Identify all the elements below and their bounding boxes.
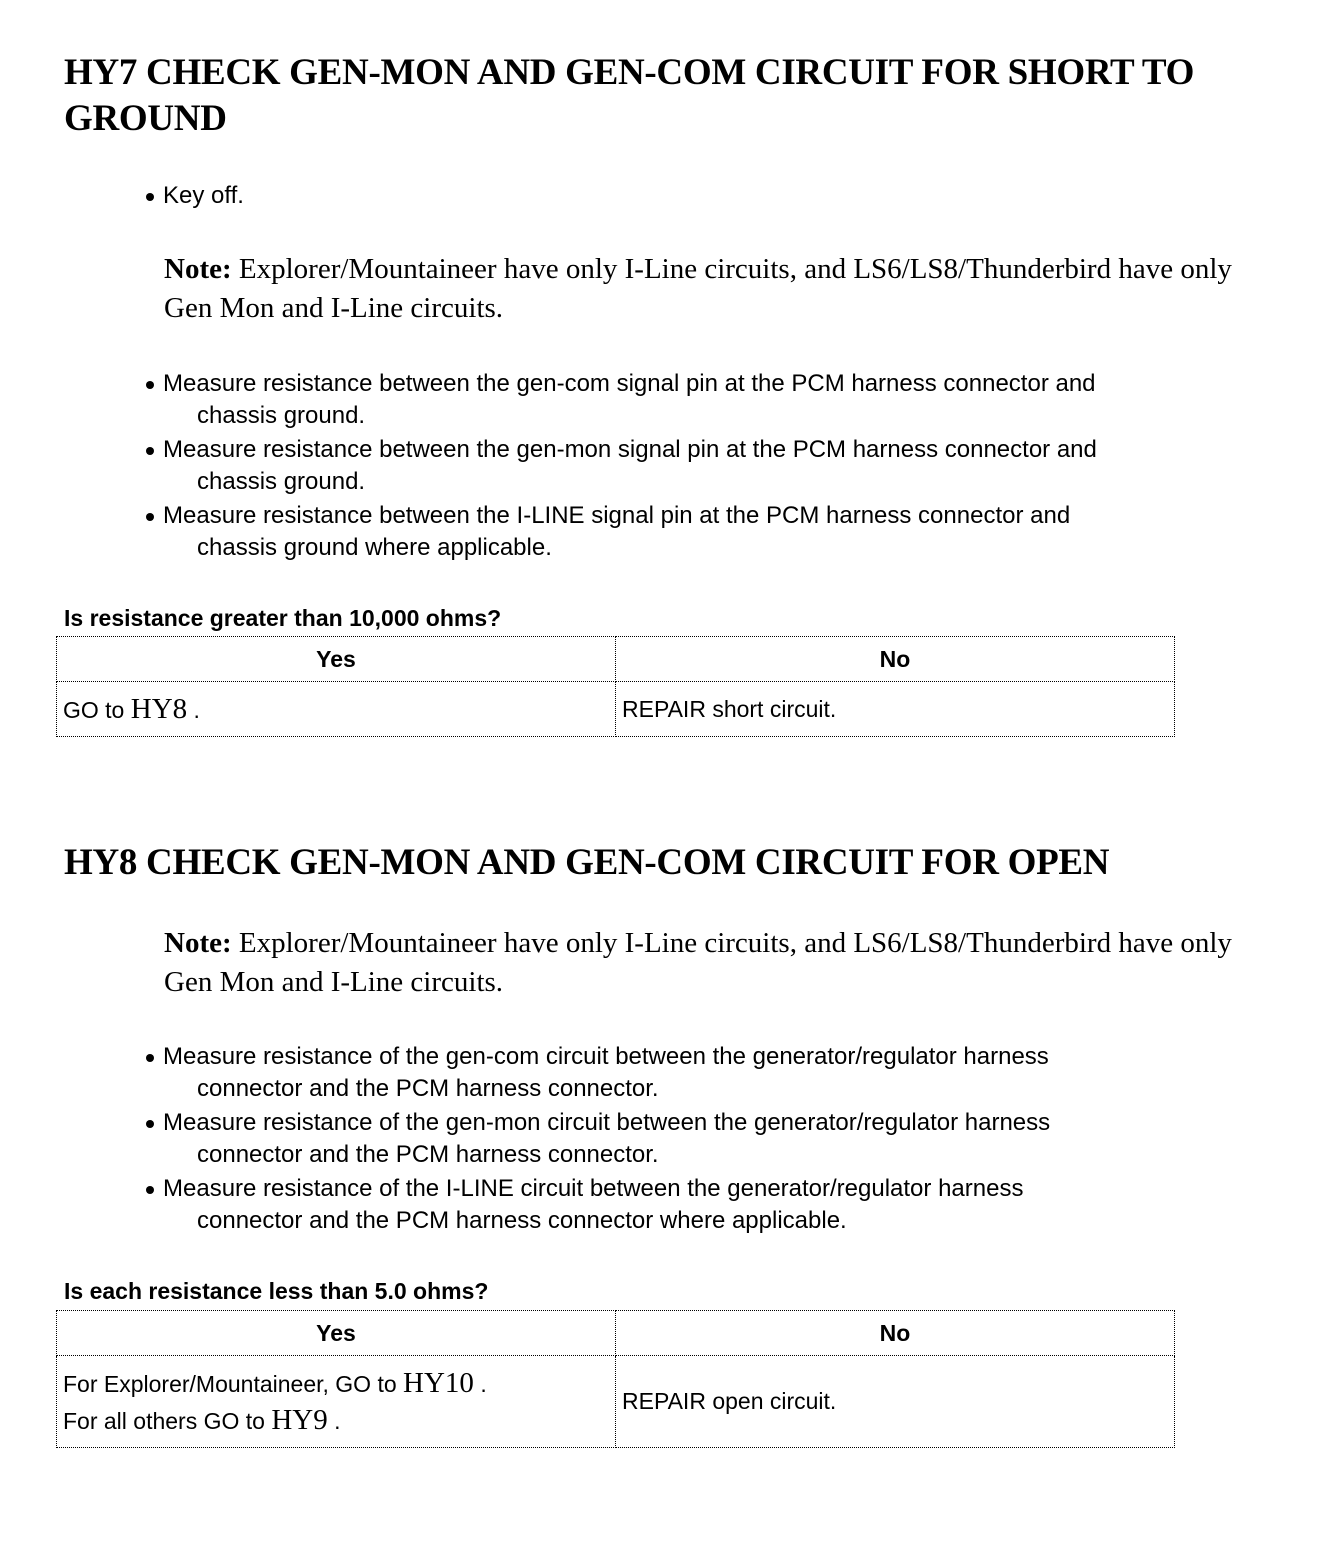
list-item: Measure resistance of the I-LINE circuit between the generator/regulator harness connector and the PCM harness connector where applicable. <box>146 1173 1256 1237</box>
bullet-icon <box>146 1054 154 1062</box>
yes-cell: For Explorer/Mountaineer, GO to HY10 . For all others GO to HY9 . <box>57 1356 616 1448</box>
list-item: Key off. <box>146 180 1256 212</box>
bullet-icon <box>146 1120 154 1128</box>
no-cell: REPAIR open circuit. <box>616 1356 1175 1448</box>
header-yes: Yes <box>57 637 616 682</box>
list-item: Measure resistance between the gen-com signal pin at the PCM harness connector and chassis ground. <box>146 368 1256 432</box>
decision-table-hy8 <box>56 1310 1175 1448</box>
section-heading-hy8: HY8 CHECK GEN-MON AND GEN-COM CIRCUIT FOR OPEN <box>64 842 1110 883</box>
note-text: Explorer/Mountaineer have only I-Line circuits, and LS6/LS8/Thunderbird have only Gen Mon and I-Line circuits. <box>164 927 1232 998</box>
list-item: Measure resistance of the gen-mon circuit between the generator/regulator harness connector and the PCM harness connector. <box>146 1107 1256 1171</box>
header-no: No <box>616 637 1175 682</box>
header-yes: Yes <box>57 1311 616 1356</box>
bullet-icon <box>146 1186 154 1194</box>
note-hy8 <box>164 924 1264 1002</box>
yes-cell: GO to HY8 . <box>57 682 616 737</box>
question-hy7: Is resistance greater than 10,000 ohms? <box>64 605 502 631</box>
no-cell: REPAIR short circuit. <box>616 682 1175 737</box>
note-label: Note: <box>164 927 232 959</box>
list-item: Measure resistance between the I-LINE signal pin at the PCM harness connector and chassis ground where applicable. <box>146 500 1256 564</box>
link-hy9[interactable]: HY9 <box>271 1403 328 1436</box>
bullet-icon <box>146 447 154 455</box>
note-label: Note: <box>164 253 232 285</box>
steps-list-hy7 <box>146 368 1256 564</box>
bullet-icon <box>146 193 154 201</box>
link-hy10[interactable]: HY10 <box>403 1366 474 1399</box>
pre-steps-list-hy7 <box>146 180 1256 212</box>
note-text: Explorer/Mountaineer have only I-Line circuits, and LS6/LS8/Thunderbird have only Gen Mon and I-Line circuits. <box>164 253 1232 324</box>
header-no: No <box>616 1311 1175 1356</box>
bullet-icon <box>146 381 154 389</box>
steps-list-hy8 <box>146 1041 1256 1237</box>
link-hy8[interactable]: HY8 <box>130 692 188 725</box>
question-hy8: Is each resistance less than 5.0 ohms? <box>64 1278 489 1304</box>
note-hy7 <box>164 250 1264 328</box>
decision-table-hy7 <box>56 636 1175 737</box>
list-item: Measure resistance of the gen-com circuit between the generator/regulator harness connector and the PCM harness connector. <box>146 1041 1256 1105</box>
section-heading-hy7: HY7 CHECK GEN-MON AND GEN-COM CIRCUIT FOR SHORT TO GROUND <box>64 52 1195 139</box>
list-item: Measure resistance between the gen-mon signal pin at the PCM harness connector and chassis ground. <box>146 434 1256 498</box>
bullet-icon <box>146 513 154 521</box>
